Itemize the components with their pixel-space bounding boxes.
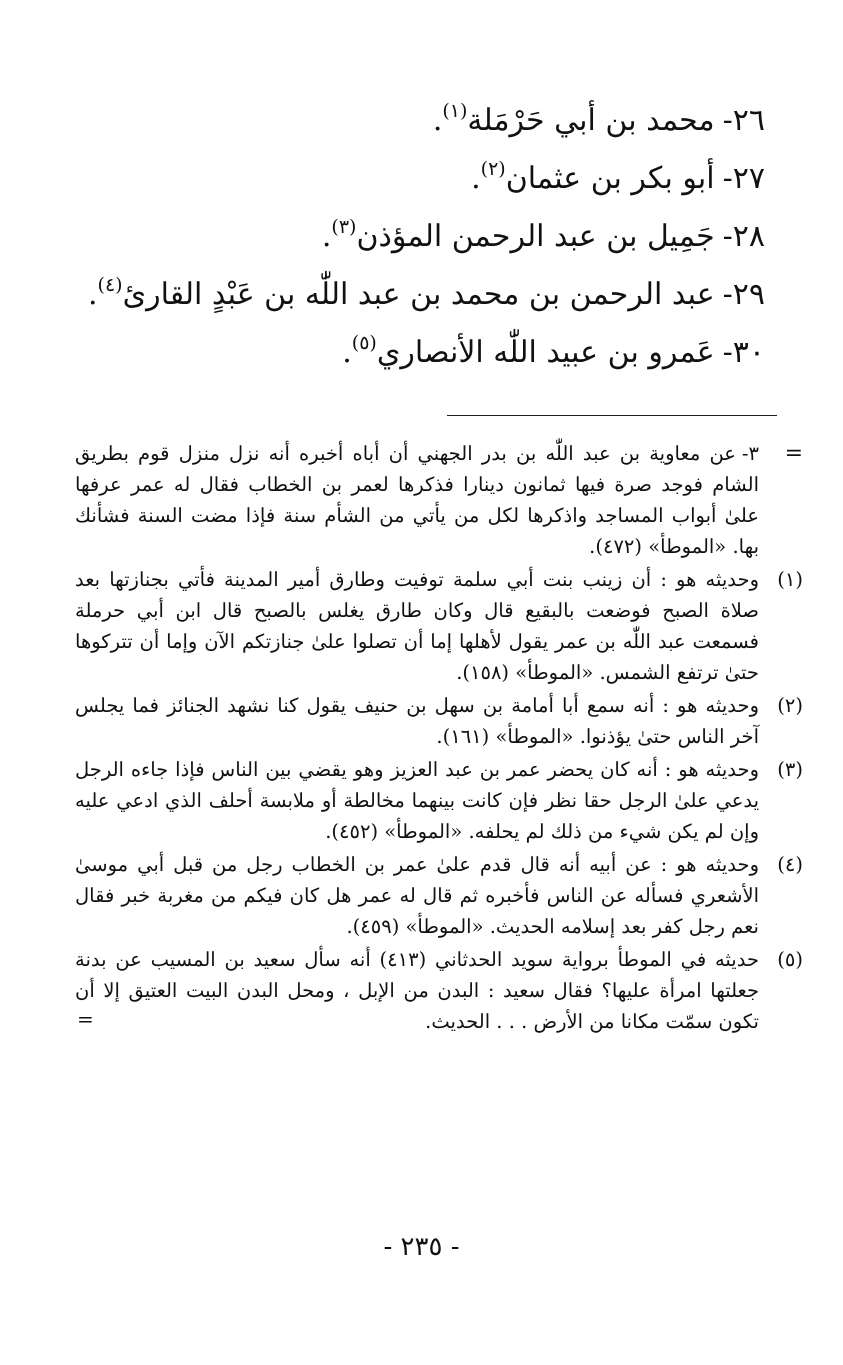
- footnote-text: حديثه في الموطأ برواية سويد الحدثاني (٤١٣) أنه سأل سعيد بن المسيب عن بدنة جعلتها امرأة عليها؟ فقال سعيد : البدن من الإبل ، ومحل البدن البيت العتيق إلا أن تكون سمّت مكانا من الأرض . . . الحديث.: [75, 948, 759, 1033]
- footnote: [75, 564, 803, 688]
- footnote-ref: (٤): [97, 274, 123, 296]
- continuation-mark: =: [784, 441, 803, 466]
- entry-number: ٢٧-: [722, 161, 765, 196]
- list-item: [65, 208, 765, 266]
- entry-number: ٢٩-: [722, 277, 765, 312]
- entry-end: .: [471, 161, 481, 196]
- footnote-text: وحديثه هو : عن أبيه أنه قال قدم علىٰ عمر بن الخطاب رجل من قبل أبي موسىٰ الأشعري فسأله عن الناس فأخبره ثم قال له عمر هل كان فيكم من مغربة خبر فقال نعم رجل كفر بعد إسلامه الحديث. «الموطأ» (٤٥٩).: [75, 853, 759, 938]
- footnote-mark: (٤): [777, 853, 803, 876]
- list-item: [65, 324, 765, 382]
- footnote-divider: [447, 415, 777, 416]
- footnote-mark: (٢): [777, 694, 803, 717]
- continuation-text: عن معاوية بن عبد اللّٰه بن بدر الجهني أن أباه أخبره أنه نزل منزل قوم بطريق الشام فوجد صرة فيها ثمانون دينارا فذكرها لعمر بن الخطاب فقال له عمر عرفها علىٰ أبواب المساجد واذكرها لكل من يأتي من الشأم سنة فإذا مضت السنة فشأنك بها. «الموطأ» (٤٧٢).: [75, 442, 759, 558]
- footnote-ref: (٣): [331, 216, 357, 238]
- entry-text: محمد بن أبي حَرْمَلة: [467, 103, 715, 138]
- footnote-ref: (١): [442, 100, 468, 122]
- footnote: [75, 754, 803, 847]
- list-item: [65, 150, 765, 208]
- footnote: [75, 690, 803, 752]
- footnote-continuation: [75, 438, 803, 562]
- entry-end: .: [342, 335, 352, 370]
- footnote-ref: (٢): [480, 158, 506, 180]
- entry-text: أبو بكر بن عثمان: [505, 161, 715, 196]
- footnotes: [75, 438, 803, 1039]
- footnote-text: وحديثه هو : أن زينب بنت أبي سلمة توفيت وطارق أمير المدينة فأتي بجنازتها بعد صلاة الصبح فوضعت بالبقيع قال وكان طارق يغلس بالصبح قال ابن أبي حرملة فسمعت عبد اللّٰه بن عمر يقول لأهلها إما أن تصلوا علىٰ جنازتكم الآن وإما أن تتركوها حتىٰ ترتفع الشمس. «الموطأ» (١٥٨).: [75, 568, 759, 684]
- list-item: [65, 92, 765, 150]
- list-item: [65, 266, 765, 324]
- continuation-number: ٣-: [741, 442, 759, 465]
- footnote-mark: (١): [777, 568, 803, 591]
- footnote-ref: (٥): [351, 332, 377, 354]
- continues-mark: =: [77, 1007, 94, 1031]
- entry-number: ٢٨-: [722, 219, 765, 254]
- footnote-mark: (٣): [777, 758, 803, 781]
- entry-text: عبد الرحمن بن محمد بن عبد اللّٰه بن عَبْدٍ القارئ: [122, 277, 715, 312]
- entry-number: ٣٠-: [722, 335, 765, 370]
- narrator-list: [65, 92, 765, 382]
- entry-end: .: [321, 219, 332, 254]
- entry-text: عَمرو بن عبيد اللّٰه الأنصاري: [376, 335, 715, 370]
- entry-text: جَمِيل بن عبد الرحمن المؤذن: [356, 219, 715, 254]
- footnote-mark: (٥): [777, 948, 803, 971]
- entry-number: ٢٦-: [722, 103, 765, 138]
- entry-end: .: [432, 103, 443, 138]
- footnote-text: وحديثه هو : أنه كان يحضر عمر بن عبد العزيز وهو يقضي بين الناس فإذا جاءه الرجل يدعي علىٰ الرجل حقا نظر فإن كانت بينهما مخالطة أو ملابسة أحلف الذي ادعي عليه وإن لم يكن شيء من ذلك لم يحلفه. «الموطأ» (٤٥٢).: [75, 758, 759, 843]
- entry-end: .: [87, 277, 98, 312]
- page-number: - ٢٣٥ -: [383, 1232, 460, 1262]
- footnote: [75, 944, 803, 1037]
- footnote-text: وحديثه هو : أنه سمع أبا أمامة بن سهل بن حنيف يقول كنا نشهد الجنائز فما يجلس آخر الناس حتىٰ يؤذنوا. «الموطأ» (١٦١).: [75, 694, 759, 748]
- footnote: [75, 849, 803, 942]
